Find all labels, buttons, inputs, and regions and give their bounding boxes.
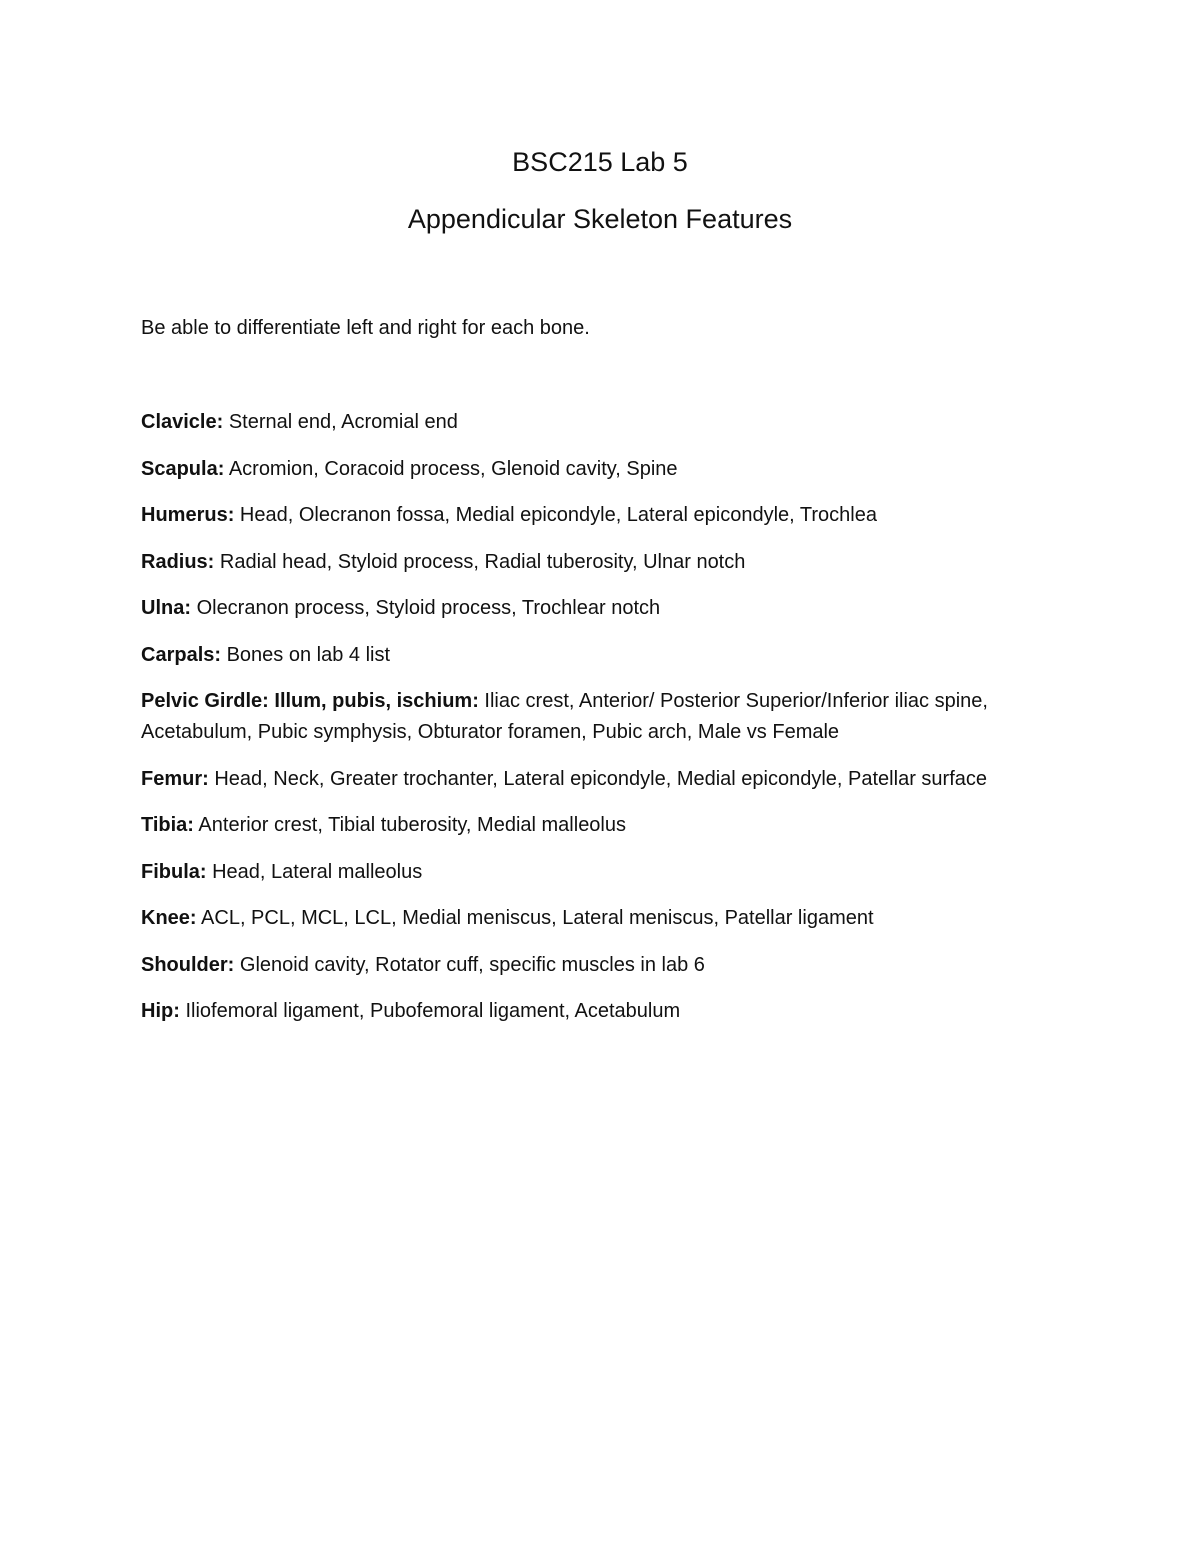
intro-text: Be able to differentiate left and right for each bone.	[141, 317, 590, 339]
feature-text: Acromion, Coracoid process, Glenoid cavity, Spine	[228, 457, 678, 480]
feature-text: Iliofemoral ligament, Pubofemoral ligament, Acetabulum	[185, 1000, 681, 1022]
feature-term: Shoulder:	[141, 953, 235, 976]
list-item	[141, 810, 1071, 841]
feature-term: Pelvic Girdle: Illum, pubis, ischium:	[141, 690, 479, 712]
feature-text: Sternal end, Acromial end	[228, 411, 458, 433]
feature-text: Bones on lab 4 list	[226, 643, 391, 666]
feature-term: Clavicle:	[141, 411, 224, 433]
feature-term: Ulna:	[141, 597, 191, 619]
list-item	[141, 764, 1071, 795]
feature-text: Head, Lateral malleolus	[212, 860, 423, 883]
feature-text: Head, Neck, Greater trochanter, Lateral epicondyle, Medial epicondyle, Patellar surface	[214, 767, 987, 790]
feature-text: Anterior crest, Tibial tuberosity, Medial malleolus	[198, 814, 626, 836]
list-item	[141, 407, 1071, 438]
list-item	[141, 950, 1071, 981]
document-title: BSC215 Lab 5	[512, 147, 688, 177]
feature-term: Fibula:	[141, 860, 207, 883]
feature-term: Femur:	[141, 767, 209, 790]
list-item	[141, 547, 1071, 578]
feature-text: Head, Olecranon fossa, Medial epicondyle, Lateral epicondyle, Trochlea	[239, 504, 877, 526]
document-subtitle: Appendicular Skeleton Features	[407, 204, 793, 234]
list-item	[141, 593, 1071, 624]
feature-term: Tibia:	[141, 814, 194, 836]
feature-text: Glenoid cavity, Rotator cuff, specific muscles in lab 6	[239, 953, 705, 976]
feature-term: Carpals:	[141, 643, 222, 666]
list-item	[141, 640, 1071, 671]
feature-term: Humerus:	[141, 504, 235, 526]
list-item	[141, 996, 1071, 1027]
feature-text: Radial head, Styloid process, Radial tuberosity, Ulnar notch	[219, 550, 746, 573]
feature-term: Scapula:	[141, 457, 225, 480]
list-item	[141, 454, 1071, 485]
feature-text: Olecranon process, Styloid process, Trochlear notch	[196, 597, 661, 619]
feature-term: Knee:	[141, 907, 197, 929]
list-item	[141, 903, 1071, 934]
feature-text: Iliac crest, Anterior/ Posterior Superior/Inferior iliac spine, Acetabulum, Pubic symphysis, Obturator foramen, Pubic arch, Male vs Female	[141, 690, 988, 743]
feature-text: ACL, PCL, MCL, LCL, Medial meniscus, Lateral meniscus, Patellar ligament	[201, 907, 874, 929]
list-item	[141, 500, 1071, 531]
feature-term: Hip:	[141, 1000, 180, 1022]
feature-list	[141, 407, 1071, 1043]
list-item	[141, 686, 1071, 748]
list-item	[141, 857, 1071, 888]
feature-term: Radius:	[141, 550, 215, 573]
